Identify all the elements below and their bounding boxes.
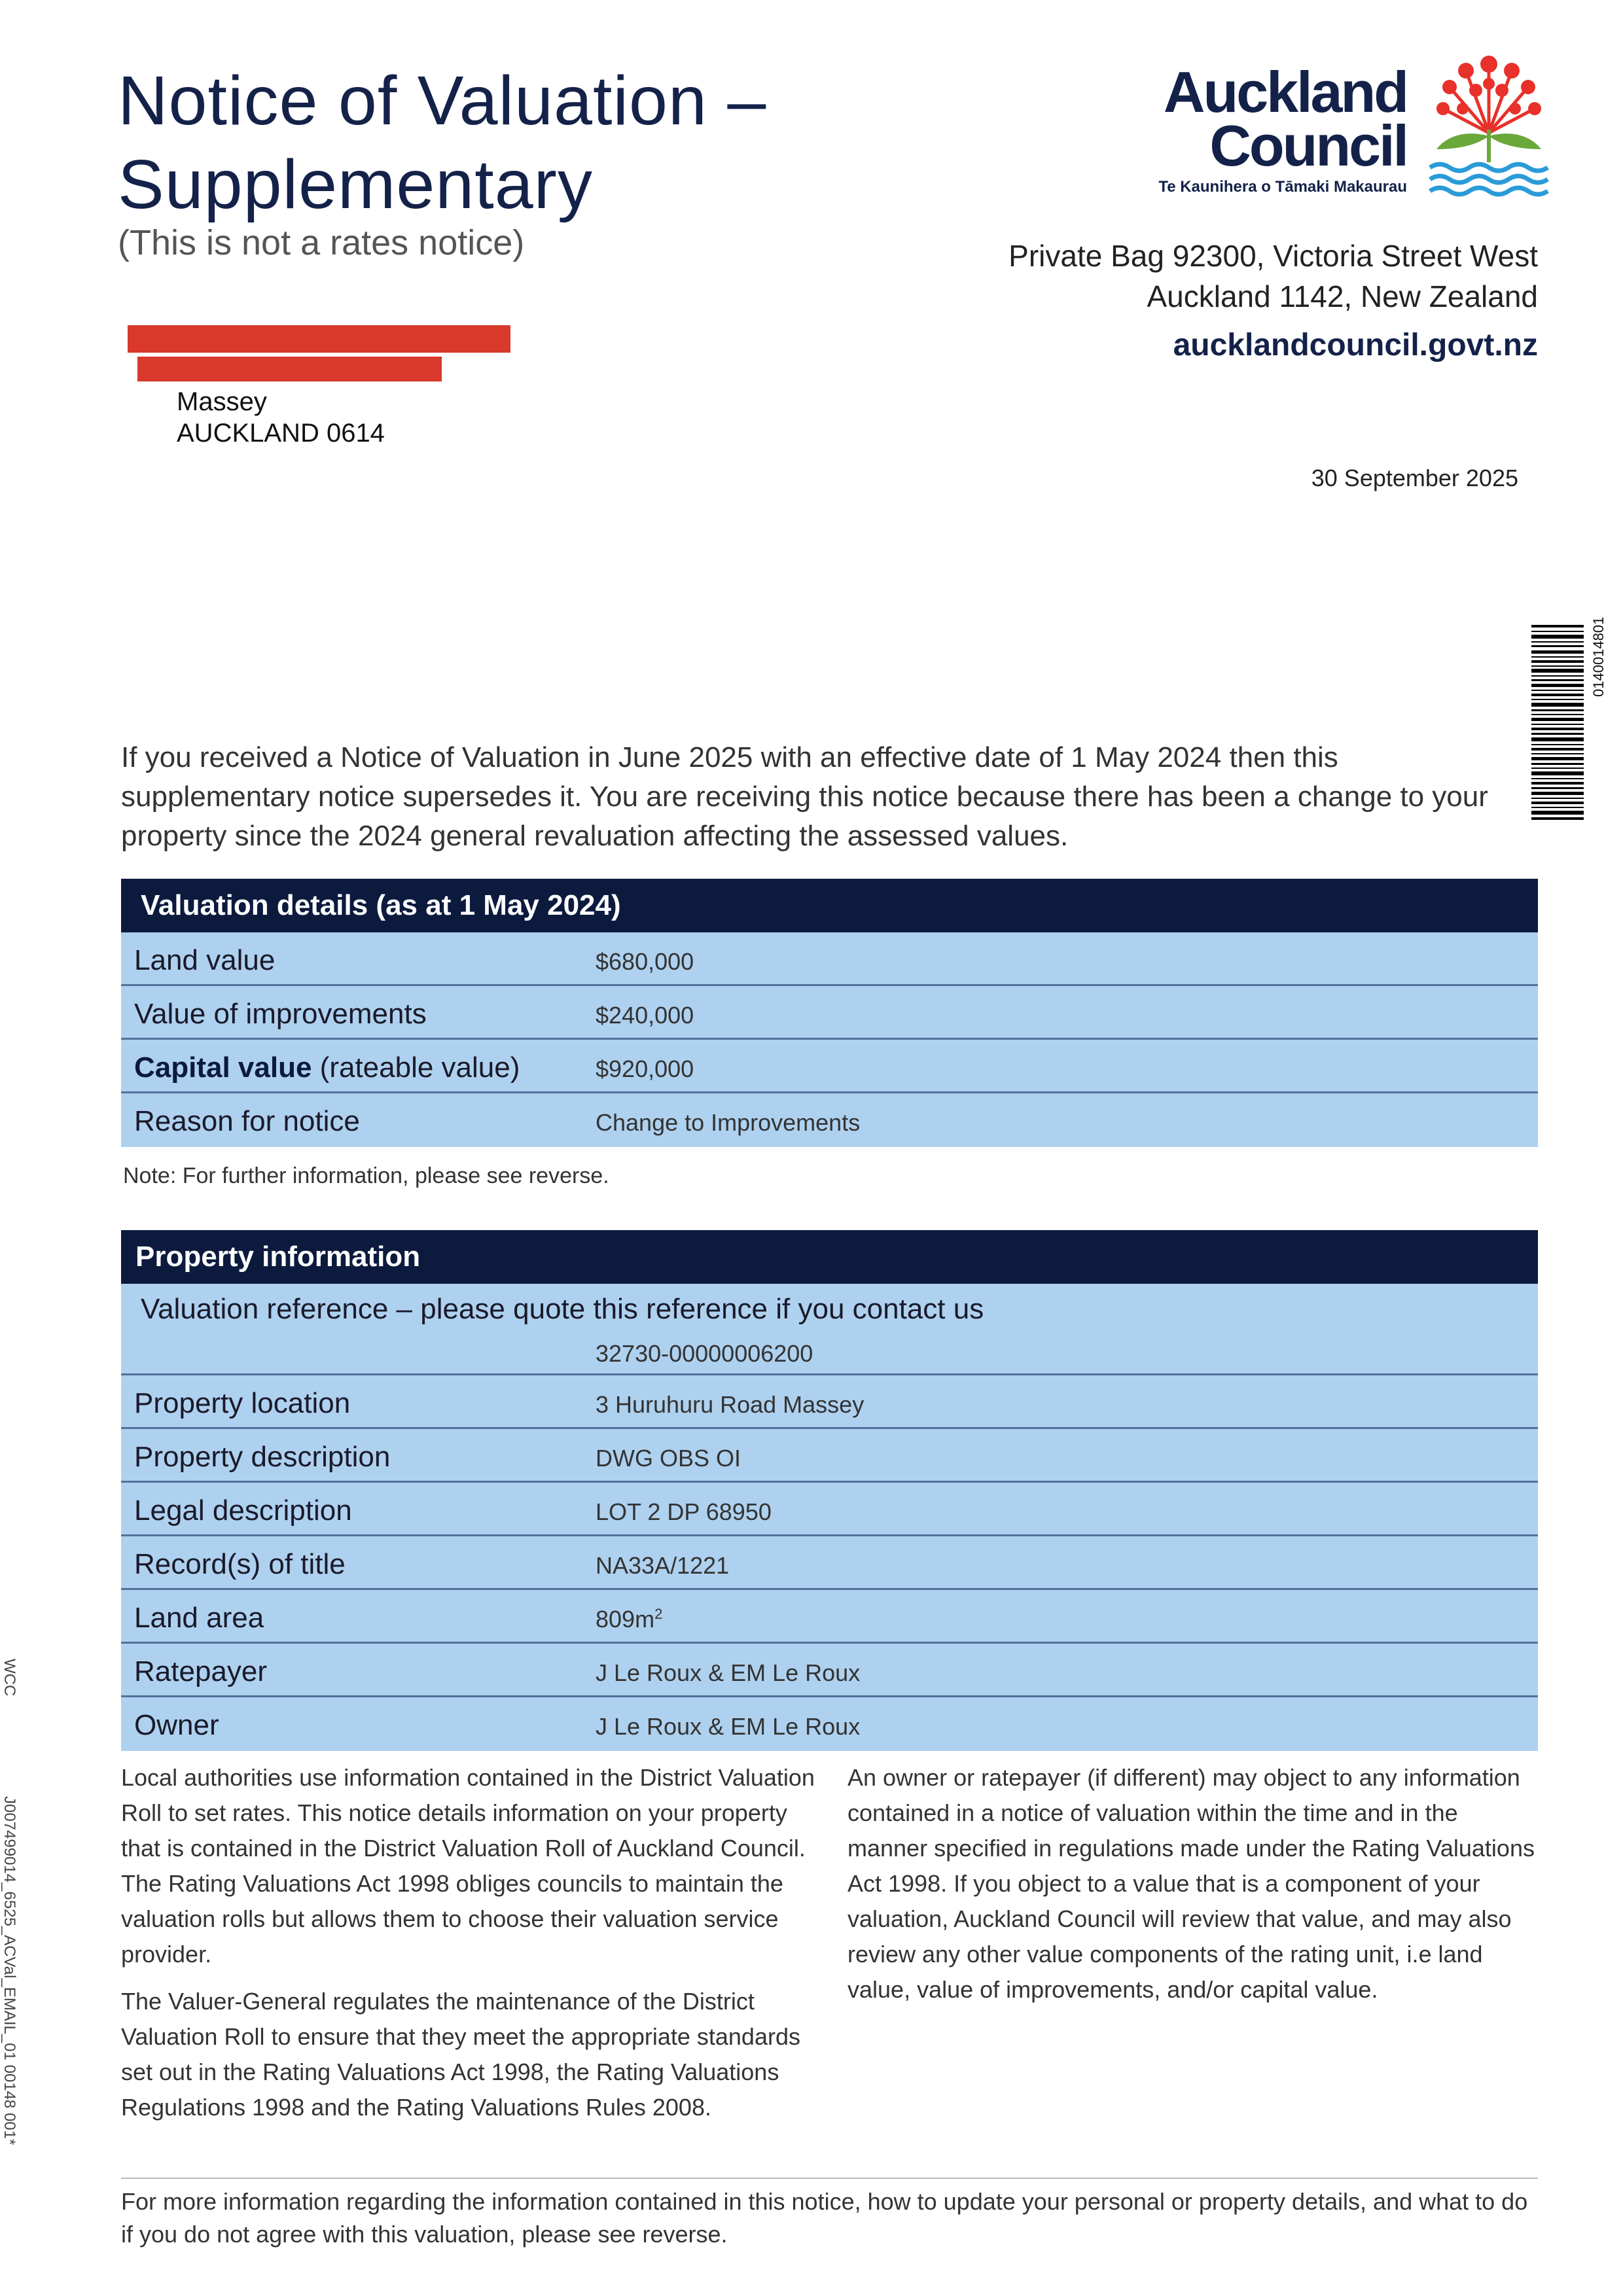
recipient-suburb: Massey <box>177 387 267 416</box>
barcode-number: 0140014801 <box>1590 616 1607 697</box>
page-title <box>118 59 766 226</box>
valuation-note: Note: For further information, please see reverse. <box>123 1163 609 1188</box>
recipient-address <box>177 386 385 449</box>
land-area-number: 809m <box>596 1606 655 1633</box>
table-row <box>121 1590 1538 1644</box>
logo-tagline: Te Kaunihera o Tāmaki Makaurau <box>1158 178 1407 196</box>
logo-name-line-1: Auckland <box>1163 60 1407 124</box>
valuation-reference-label: Valuation reference – please quote this reference if you contact us <box>141 1293 984 1325</box>
improvements-label: Value of improvements <box>134 998 427 1030</box>
capital-value: $920,000 <box>596 1055 694 1082</box>
valuation-details-table <box>121 879 1538 1147</box>
legal-description-label: Legal description <box>134 1494 352 1527</box>
body-paragraph: Local authorities use information contained in the District Valuation Roll to set rates. This notice details information on your property that is contained in the District Valuation Roll of Auckland Council. The Rating Valuations Act 1998 obliges councils to maintain the valuation rolls but allows them to choose their valuation service provider. <box>121 1764 815 1968</box>
owner-label: Owner <box>134 1709 219 1741</box>
table-row <box>121 1697 1538 1751</box>
improvements-value: $240,000 <box>596 1002 694 1029</box>
land-value-label: Land value <box>134 944 276 976</box>
redaction-bar-2 <box>137 357 442 381</box>
ratepayer-label: Ratepayer <box>134 1655 268 1687</box>
logo-name-line-2: Council <box>1209 113 1407 178</box>
table-row <box>121 1483 1538 1536</box>
title-line-1: Notice of Valuation – <box>118 62 767 139</box>
valuation-reference-value: 32730-00000006200 <box>596 1340 813 1367</box>
body-column-right <box>847 1760 1541 2019</box>
property-heading: Property information <box>121 1230 1538 1284</box>
table-row <box>121 1284 1538 1375</box>
reason-label: Reason for notice <box>134 1105 360 1137</box>
pohutukawa-flower-icon <box>1427 51 1551 202</box>
property-location-label: Property location <box>134 1387 351 1419</box>
capital-value-label <box>134 1051 520 1084</box>
land-area-value <box>596 1606 662 1633</box>
body-column-left <box>121 1760 815 2137</box>
body-paragraph: An owner or ratepayer (if different) may object to any information contained in a notice of valuation within the time and in the manner specified in regulations made under the Rating Valuations Act 1998. If you object to a value that is a component of your valuation, Auckland Council will review that value, and may also review any other value components of the rating unit, i.e land value, value of improvements, and/or capital value. <box>847 1764 1535 2003</box>
owner-value: J Le Roux & EM Le Roux <box>596 1713 861 1740</box>
intro-paragraph: If you received a Notice of Valuation in June 2025 with an effective date of 1 May 2024 then this supplementary notice supersedes it. You are receiving this notice because there has been a change to your property since the 2024 general revaluation affecting the assessed values. <box>121 741 1488 852</box>
table-row <box>121 1093 1538 1147</box>
council-address <box>1008 236 1538 317</box>
property-description-value: DWG OBS OI <box>596 1445 741 1472</box>
table-row <box>121 932 1538 986</box>
land-area-unit-sup: 2 <box>654 1606 663 1622</box>
address-line-2: Auckland 1142, New Zealand <box>1147 279 1538 313</box>
table-row <box>121 1429 1538 1483</box>
property-information-table <box>121 1230 1538 1751</box>
table-row <box>121 1375 1538 1429</box>
footer-divider <box>121 2178 1538 2179</box>
table-row <box>121 1536 1538 1590</box>
land-value: $680,000 <box>596 948 694 975</box>
table-row <box>121 1040 1538 1093</box>
recipient-city: AUCKLAND 0614 <box>177 419 385 448</box>
footer-text: For more information regarding the information contained in this notice, how to update your personal or property details, and what to do if you do not agree with this valuation, please see reverse. <box>121 2188 1528 2248</box>
valuation-heading: Valuation details (as at 1 May 2024) <box>121 879 1538 932</box>
side-code-wcc: WCC <box>1 1659 18 1697</box>
reason-value: Change to Improvements <box>596 1109 861 1136</box>
capital-value-label-bold: Capital value <box>134 1051 312 1084</box>
table-row <box>121 1644 1538 1697</box>
side-code-job: J007499014_6525_ACVal_EMAIL_01 00148 001* <box>1 1796 18 2146</box>
ratepayer-value: J Le Roux & EM Le Roux <box>596 1659 861 1686</box>
council-logo <box>1158 60 1407 196</box>
council-website[interactable]: aucklandcouncil.govt.nz <box>1173 328 1538 362</box>
notice-date: 30 September 2025 <box>1311 465 1518 491</box>
subtitle: (This is not a rates notice) <box>118 223 525 262</box>
table-row <box>121 986 1538 1040</box>
land-area-label: Land area <box>134 1602 264 1634</box>
barcode <box>1531 625 1584 821</box>
address-line-1: Private Bag 92300, Victoria Street West <box>1008 239 1538 273</box>
title-line-2: Supplementary <box>118 146 593 223</box>
record-of-title-value: NA33A/1221 <box>596 1552 730 1579</box>
legal-description-value: LOT 2 DP 68950 <box>596 1498 772 1525</box>
redaction-bar-1 <box>128 325 510 353</box>
property-location-value: 3 Huruhuru Road Massey <box>596 1391 865 1418</box>
capital-value-label-rest: (rateable value) <box>312 1051 520 1084</box>
property-description-label: Property description <box>134 1441 391 1473</box>
body-paragraph: The Valuer-General regulates the maintenance of the District Valuation Roll to ensure that they meet the appropriate standards set out in the Rating Valuations Act 1998, the Rating Valuations Regulations 1998 and the Rating Valuations Rules 2008. <box>121 1988 800 2121</box>
record-of-title-label: Record(s) of title <box>134 1548 346 1580</box>
